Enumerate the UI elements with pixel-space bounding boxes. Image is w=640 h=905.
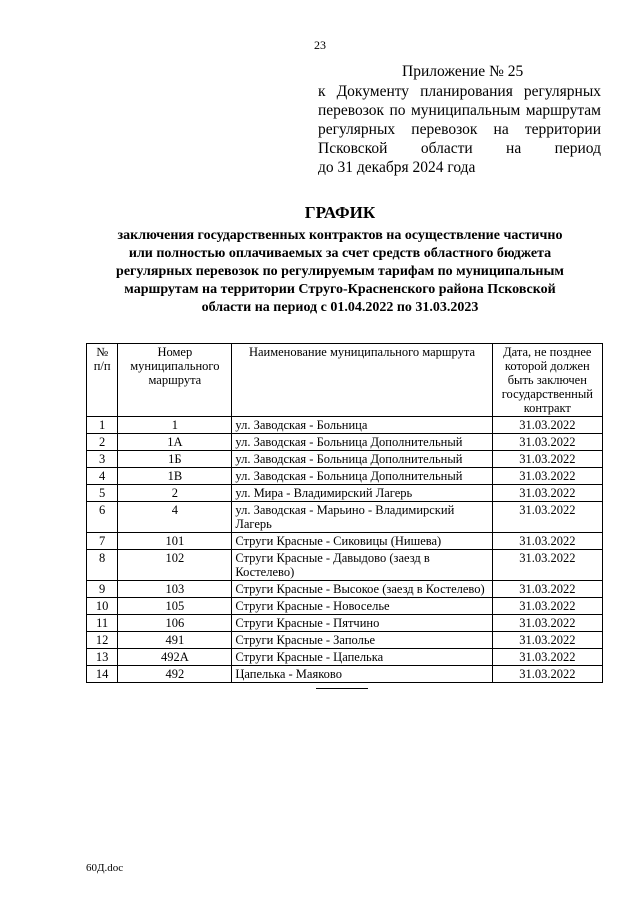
table-row xyxy=(87,451,603,468)
cell-name: Струги Красные - Новоселье xyxy=(232,598,492,615)
cell-date: 31.03.2022 xyxy=(492,434,602,451)
appendix-line: регулярных перевозок на территории xyxy=(318,121,601,138)
table-row xyxy=(87,502,603,533)
cell-route: 491 xyxy=(118,632,232,649)
cell-name: Струги Красные - Высокое (заезд в Костелево) xyxy=(232,581,492,598)
cell-num: 8 xyxy=(87,550,118,581)
cell-name: ул. Заводская - Больница Дополнительный xyxy=(232,434,492,451)
appendix-line: перевозок по муниципальным маршрутам xyxy=(318,102,601,119)
appendix-title: Приложение № 25 xyxy=(402,63,524,80)
cell-name: Струги Красные - Цапелька xyxy=(232,649,492,666)
table-row xyxy=(87,598,603,615)
cell-name: Струги Красные - Сиковицы (Нишева) xyxy=(232,533,492,550)
cell-num: 14 xyxy=(87,666,118,683)
cell-date: 31.03.2022 xyxy=(492,598,602,615)
cell-route: 4 xyxy=(118,502,232,533)
heading-title: ГРАФИК xyxy=(304,203,376,222)
cell-route: 103 xyxy=(118,581,232,598)
table-row xyxy=(87,581,603,598)
table-row xyxy=(87,615,603,632)
cell-date: 31.03.2022 xyxy=(492,502,602,533)
cell-date: 31.03.2022 xyxy=(492,451,602,468)
cell-num: 11 xyxy=(87,615,118,632)
cell-num: 3 xyxy=(87,451,118,468)
cell-name: ул. Заводская - Больница xyxy=(232,417,492,434)
cell-date: 31.03.2022 xyxy=(492,550,602,581)
cell-route: 105 xyxy=(118,598,232,615)
table-row xyxy=(87,533,603,550)
cell-name: Струги Красные - Заполье xyxy=(232,632,492,649)
appendix-line: до 31 декабря 2024 года xyxy=(318,159,476,176)
header-date: Дата, не позднее которой должен быть заключен государственный контракт xyxy=(492,344,602,417)
header-name: Наименование муниципального маршрута xyxy=(232,344,492,417)
cell-name: Цапелька - Маяково xyxy=(232,666,492,683)
cell-num: 10 xyxy=(87,598,118,615)
cell-route: 1Б xyxy=(118,451,232,468)
cell-name: ул. Мира - Владимирский Лагерь xyxy=(232,485,492,502)
cell-date: 31.03.2022 xyxy=(492,581,602,598)
cell-num: 4 xyxy=(87,468,118,485)
cell-route: 1А xyxy=(118,434,232,451)
header-route: Номер муниципального маршрута xyxy=(118,344,232,417)
cell-num: 6 xyxy=(87,502,118,533)
appendix-block xyxy=(318,62,601,177)
cell-date: 31.03.2022 xyxy=(492,649,602,666)
cell-date: 31.03.2022 xyxy=(492,485,602,502)
table-row xyxy=(87,485,603,502)
table-row xyxy=(87,468,603,485)
heading-subtitle-line: регулярных перевозок по регулируемым тарифам по муниципальным xyxy=(116,264,564,279)
header-num: № п/п xyxy=(87,344,118,417)
cell-name: Струги Красные - Давыдово (заезд в Костелево) xyxy=(232,550,492,581)
heading-subtitle-line: области на период с 01.04.2022 по 31.03.2023 xyxy=(201,300,479,315)
appendix-line: к Документу планирования регулярных xyxy=(318,83,601,100)
table-row xyxy=(87,434,603,451)
cell-num: 7 xyxy=(87,533,118,550)
schedule-table xyxy=(86,343,603,683)
cell-name: ул. Заводская - Больница Дополнительный xyxy=(232,451,492,468)
cell-date: 31.03.2022 xyxy=(492,615,602,632)
document-file-code: 60Д.doc xyxy=(86,862,124,874)
table-row xyxy=(87,417,603,434)
cell-date: 31.03.2022 xyxy=(492,666,602,683)
cell-date: 31.03.2022 xyxy=(492,468,602,485)
cell-date: 31.03.2022 xyxy=(492,417,602,434)
cell-num: 12 xyxy=(87,632,118,649)
cell-route: 1 xyxy=(118,417,232,434)
cell-name: ул. Заводская - Больница Дополнительный xyxy=(232,468,492,485)
cell-num: 9 xyxy=(87,581,118,598)
footer-divider xyxy=(316,688,368,689)
table-row xyxy=(87,666,603,683)
heading-subtitle-line: или полностью оплачиваемых за счет средств областного бюджета xyxy=(128,246,552,261)
cell-name: Струги Красные - Пятчино xyxy=(232,615,492,632)
table-row xyxy=(87,649,603,666)
cell-route: 1В xyxy=(118,468,232,485)
cell-route: 102 xyxy=(118,550,232,581)
table-row xyxy=(87,632,603,649)
cell-num: 1 xyxy=(87,417,118,434)
heading-subtitle-line: заключения государственных контрактов на осуществление частично xyxy=(117,228,563,243)
cell-route: 106 xyxy=(118,615,232,632)
heading-subtitle-line: маршрутам на территории Струго-Красненского района Псковской xyxy=(124,282,556,297)
table-header-row xyxy=(87,344,603,417)
cell-date: 31.03.2022 xyxy=(492,533,602,550)
page-number: 23 xyxy=(314,38,326,52)
document-heading xyxy=(80,203,600,317)
cell-route: 492А xyxy=(118,649,232,666)
cell-route: 101 xyxy=(118,533,232,550)
cell-route: 492 xyxy=(118,666,232,683)
table-row xyxy=(87,550,603,581)
cell-num: 2 xyxy=(87,434,118,451)
appendix-line: Псковской области на период xyxy=(318,140,601,157)
cell-route: 2 xyxy=(118,485,232,502)
cell-num: 5 xyxy=(87,485,118,502)
cell-num: 13 xyxy=(87,649,118,666)
cell-date: 31.03.2022 xyxy=(492,632,602,649)
cell-name: ул. Заводская - Марьино - Владимирский Лагерь xyxy=(232,502,492,533)
